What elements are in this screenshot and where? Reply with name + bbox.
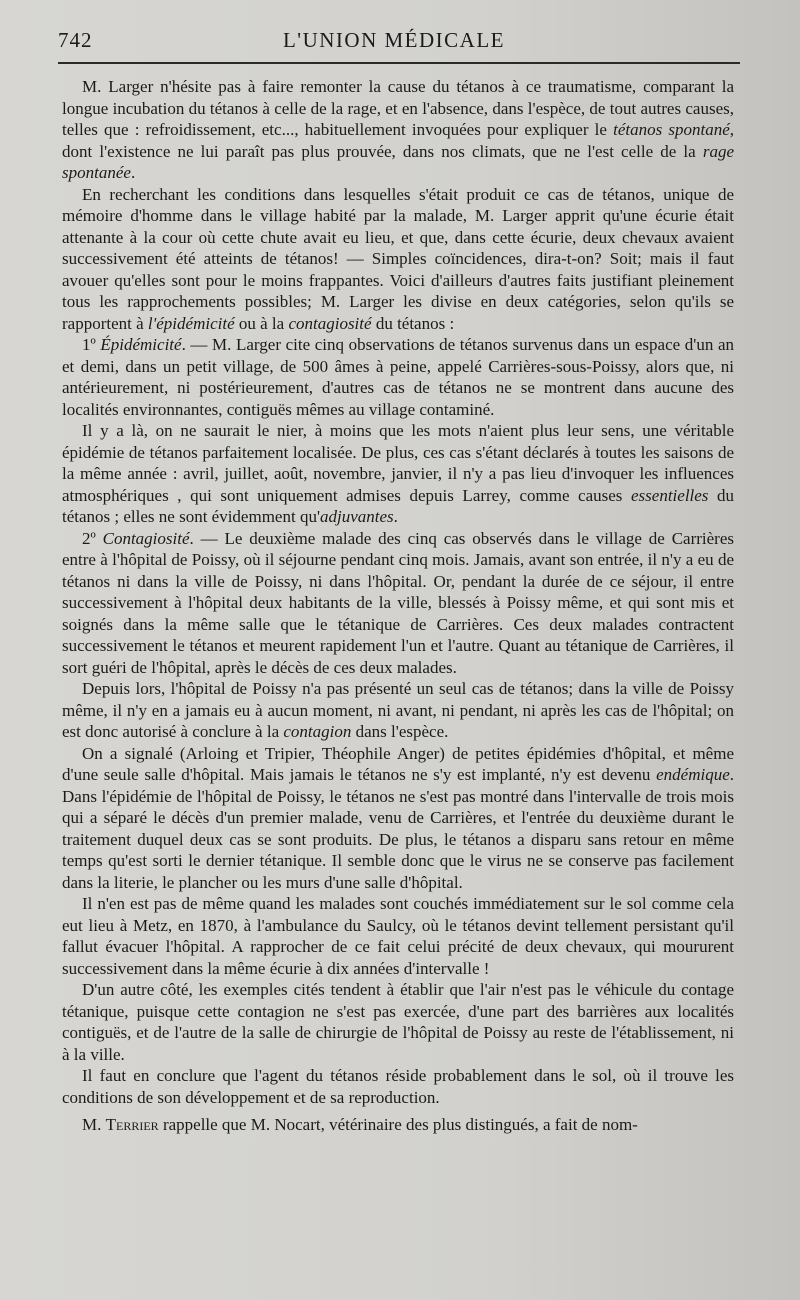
page-header: [58, 28, 730, 58]
small-caps-run: Terrier: [105, 1115, 159, 1134]
italic-run: Épidémicité: [100, 335, 182, 354]
text-run: .: [130, 163, 136, 182]
text-run: Il y a là, on ne saurait le nier, à moins que les mots n'aient plus leur sens, une véritable épidémie de tétanos parfaitement localisée. De plus, ces cas s'étant déclarés à toutes les saisons de la même année : avril, juillet, août, novembre, janvier, il n'y a pas lieu d'invoquer les influences atmosphériques , qui sont uniquement admises depuis Larrey, comme causes: [62, 421, 734, 505]
text-run: En recherchant les conditions dans lesquelles s'était produit ce cas de tétanos, unique de mémoire d'homme dans le village habité par la malade, M. Larger apprit qu'une écurie était attenante à la cour où cette chute avait eu lieu, et que, dans cette écurie, deux chevaux avaient successivement été atteints de tétanos! — Simples coïncidences, dira-t-on? Soit; mais il faut avouer qu'elles sont pour le moins frappantes. Voici d'ailleurs d'autres faits justifiant pleinement tous les rapprochements possibles; M. Larger les divise en deux catégories, selon qu'ils se rapportent à: [62, 184, 734, 333]
text-run: D'un autre côté, les exemples cités tendent à établir que l'air n'est pas le véhicule du contage tétanique, puisque cette contagion ne s'est pas exercée, d'une part des barrières aux localités contiguës, et de l'autre de la salle de chirurgie de l'hôpital de Poissy au reste de l'établissement, ni à la ville.: [62, 980, 734, 1064]
italic-run: contagion: [283, 722, 352, 741]
text-run: , dont l'existence ne lui paraît pas plus prouvée, dans nos climats, que ne l'est celle de la: [62, 120, 734, 161]
paragraph: [62, 1065, 734, 1108]
paragraph: [62, 893, 734, 979]
italic-run: adjuvantes: [320, 507, 394, 526]
paragraph: [62, 678, 734, 743]
text-run: 2º: [82, 528, 103, 548]
text-run: . — Le deuxième malade des cinq cas observés dans le village de Carrières entre à l'hôpital de Poissy, où il séjourne pendant cinq mois. Jamais, avant son entrée, il n'y a eu de tétanos ni dans la ville de Poissy, ni dans l'hôpital. Or, pendant la durée de ce séjour, il entre successivement à l'hôpital deux habitants de la ville, blessés à Poissy même, et qui sont mis et soignés dans la même salle que le tétanique de Carrières. Ces deux malades contractent successivement le tétanos et meurent rapidement l'un et l'autre. Quant au tétanique de Carrières, il sort guéri de l'hôpital, après le décès de ces deux malades.: [62, 528, 734, 677]
text-run: 1º: [82, 335, 101, 354]
text-run: Il faut en conclure que l'agent du tétanos réside probablement dans le sol, où il trouve les conditions de son développement et de sa reproduction.: [62, 1066, 734, 1107]
text-run: . — M. Larger cite cinq observations de tétanos survenus dans un espace d'un an et demi, dans un petit village, de 500 âmes à peine, appelé Carrières-sous-Poissy, alors que, ni antérieurement, ni postérieurement, d'autres cas de tétanos ne se montrent dans aucune des localités environnantes, contiguës mêmes au village contaminé.: [62, 335, 734, 419]
paragraph-continued: [62, 1114, 734, 1136]
header-rule: [58, 62, 740, 64]
text-run: ou à la: [234, 313, 289, 333]
italic-run: contagiosité: [288, 313, 372, 333]
text-run: On a signalé (Arloing et Tripier, Théophile Anger) de petites épidémies d'hôpital, et même d'une seule salle d'hôpital. Mais jamais le tétanos ne s'y est implanté, n'y est devenu: [62, 743, 734, 784]
italic-run: rage spontanée: [62, 141, 734, 182]
paragraph: [62, 528, 734, 679]
italic-run: essentielles: [631, 485, 709, 505]
paragraph: [62, 184, 734, 335]
text-run: Il n'en est pas de même quand les malades sont couchés immédiatement sur le sol comme cela eut lieu à Metz, en 1870, à l'ambulance du Saulcy, où le tétanos devint tellement persistant qu'il fallut évacuer l'hôpital. A rapprocher de ce fait celui précité de deux chevaux, qui moururent successivement dans la même écurie à dix années d'intervalle !: [62, 894, 734, 978]
italic-run: l'épidémicité: [147, 313, 235, 333]
paragraph: [62, 743, 734, 894]
text-run: Depuis lors, l'hôpital de Poissy n'a pas présenté un seul cas de tétanos; dans la ville de Poissy même, il n'y en a jamais eu à aucun moment, ni avant, ni pendant, ni après les cas de l'hôpital; on est donc autorisé à conclure à la: [62, 679, 734, 741]
text-run: .: [393, 507, 398, 526]
paragraph: [62, 420, 734, 528]
article-body: [62, 76, 734, 1136]
text-run: . Dans l'épidémie de l'hôpital de Poissy, le tétanos ne s'est pas montré dans l'intervalle de trois mois qui a séparé le décès d'un premier malade, venu de Carrières, et l'entrée du deuxième durant le traitement duquel deux cas se sont produits. De plus, le tétanos a disparu sans retour en même temps qu'est sorti le dernier tétanique. Il semble donc que le virus ne se conserve pas facilement dans la literie, le plancher ou les murs d'une salle d'hôpital.: [62, 765, 734, 892]
text-run: du tétanos :: [371, 313, 455, 333]
text-run: M.: [82, 1115, 106, 1134]
text-run: M. Larger n'hésite pas à faire remonter la cause du tétanos à ce traumatisme, comparant la longue incubation du tétanos à celle de la rage, et en l'absence, dans l'espèce, de tout autres causes, telles que : refroidissement, etc..., habituellement invoquées pour expliquer le: [62, 77, 734, 139]
text-run: du tétanos ; elles ne sont évidemment qu': [62, 485, 734, 526]
running-title: L'UNION MÉDICALE: [282, 28, 505, 52]
text-run: dans l'espèce.: [351, 722, 449, 741]
text-run: rappelle que M. Nocart, vétérinaire des plus distingués, a fait de nom-: [158, 1115, 638, 1134]
page-number: 742: [58, 28, 93, 52]
italic-run: tétanos spontané: [613, 120, 730, 139]
paragraph: [62, 334, 734, 420]
italic-run: endémique: [656, 765, 730, 784]
paragraph: [62, 979, 734, 1065]
paragraph: [62, 76, 734, 184]
italic-run: Contagiosité: [102, 528, 190, 548]
